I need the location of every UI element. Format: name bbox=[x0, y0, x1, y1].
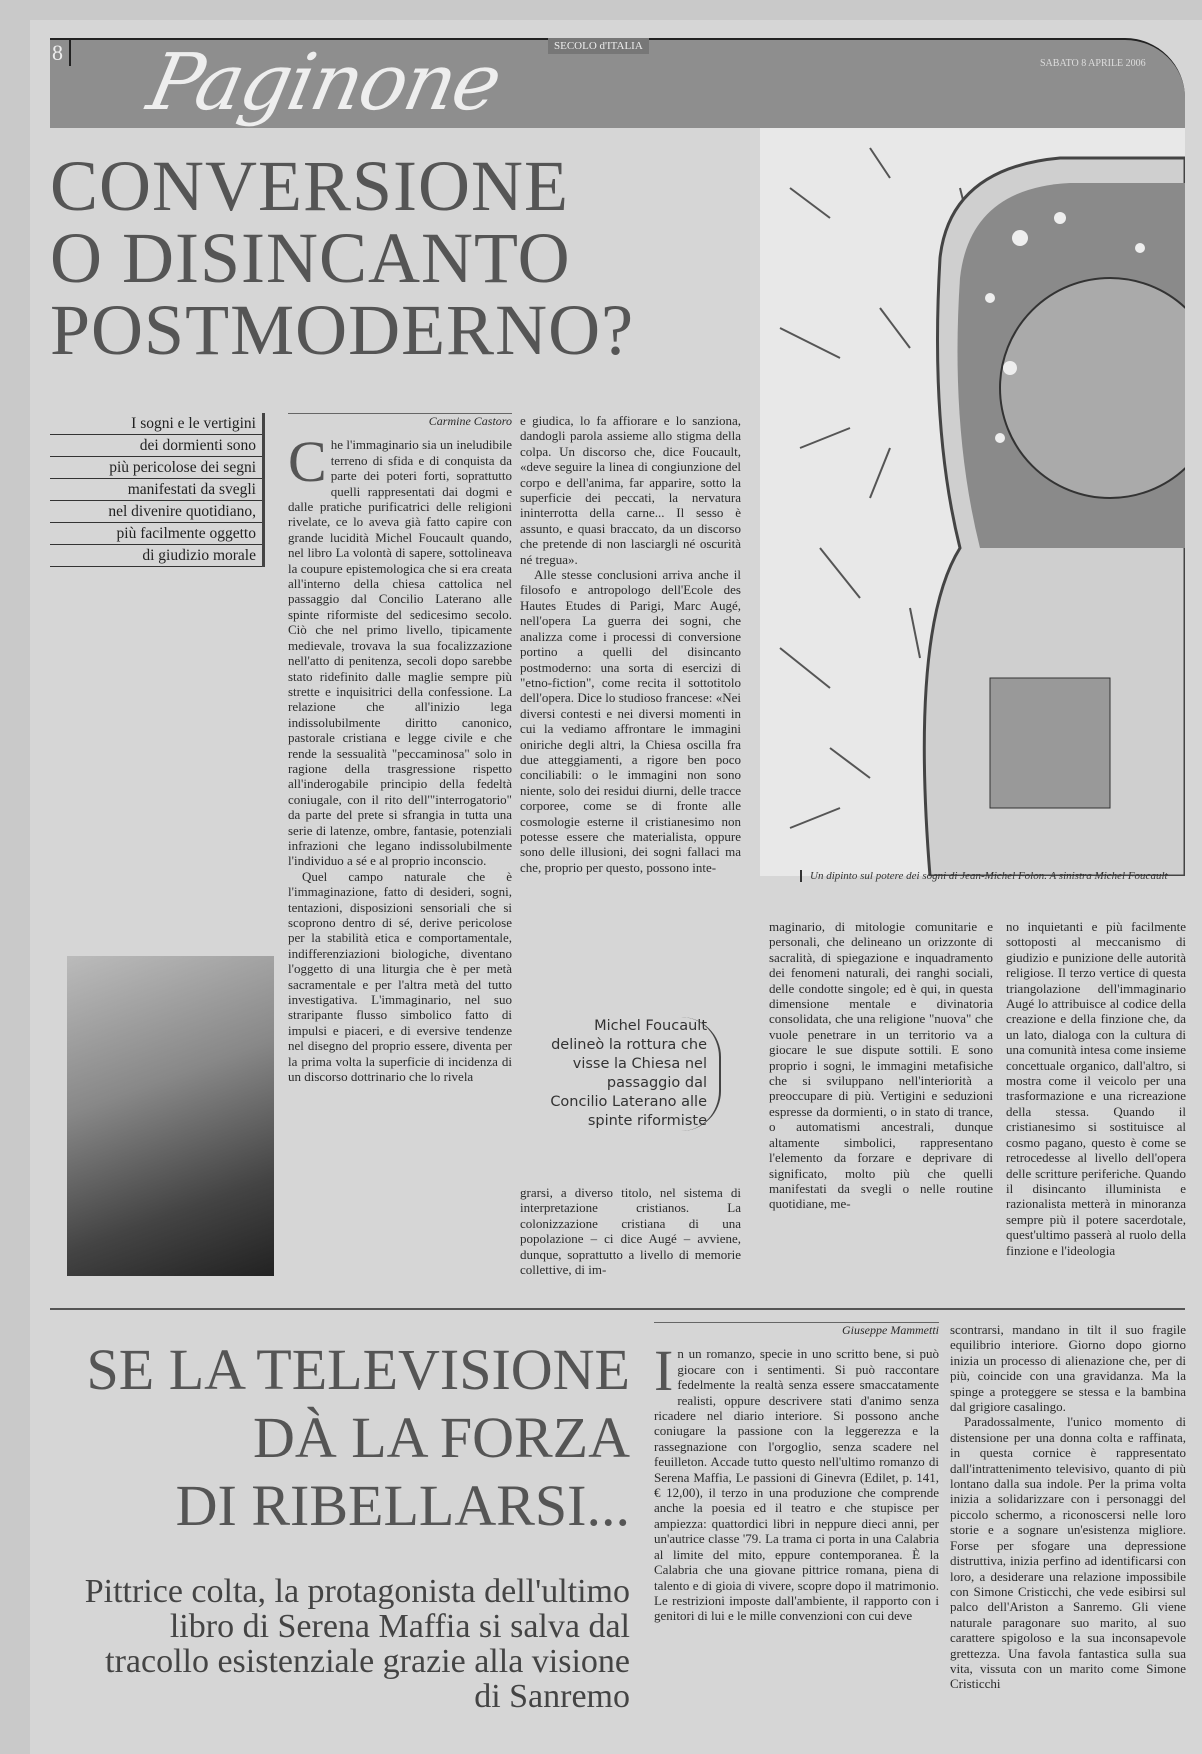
headline-line: DÀ LA FORZA bbox=[252, 1405, 630, 1470]
issue-date: SABATO 8 APRILE 2006 bbox=[1040, 58, 1146, 69]
paragraph bbox=[654, 1338, 939, 1624]
paragraph: Paradossalmente, l'unico momento di distensione per una donna colta e raffinata, in questa cornice è rappresentato dall'intrattenimento televisivo, quanto di più lontano dalla sua indole. Per la prima volta inizia a solidarizzare con i personaggi del piccolo schermo, a riconoscersi nelle loro storie e a sognare un'esistenza migliore. Forse per sfogare una depressione distruttiva, inizia perfino ad identificarsi con loro, a desiderare una relazione impossibile con Simone Cristicchi, che vede esibirsi sul palco dell'Ariston a Sanremo. Gli viene naturale paragonare suo marito, al suo carattere spigoloso e la sua inconsapevole grettezza. Una favola fantastica sulla sua vita, vissuta con un marito come Simone Cristicchi bbox=[950, 1414, 1186, 1692]
deck-line: più pericolose dei segni bbox=[50, 457, 262, 479]
byline: Carmine Castoro bbox=[288, 413, 512, 429]
page-number: 8 bbox=[52, 40, 71, 66]
paragraph: maginario, di mitologie comunitarie e personali, che delineano un orizzonte di sacralità, di spiegazione e inquadramento dei fenomeni naturali, dei ranghi sociali, delle condotte singole; ed è qui, in questa dimensione mentale e divinatoria consolidata, che una religione "nuova" che vuole penetrare in un territorio va a giocare le sue dispute sottili. E sono proprio i sogni, le immagini metafisiche che si sviluppano nell'interiorità a preoccupare di più. Vertigini e seduzioni espresse da dormienti, o in stato di trance, o automatismi ancestrali, dunque altamente simbolici, rappresentano l'elemento da forzare e deprivare di significato, molto più che quelli manifestati da svegli o nelle routine quotidiane, me- bbox=[769, 919, 993, 1212]
headline-line: POSTMODERNO? bbox=[50, 290, 635, 370]
deck-line: dei dormienti sono bbox=[50, 435, 262, 457]
paragraph: e giudica, lo fa affiorare e lo sanziona, dandogli parola assieme allo stigma della colpa. Un discorso che, dice Foucault, «deve seguire la linea di congiunzione del corpo e dell'anima, far apparire, sotto la superficie dei peccati, la nervatura ininterrotta della carne... Il sesso è assunto, e quasi braccato, da un discorso che pretende di non lasciargli né oscurità né tregua». bbox=[520, 413, 741, 567]
section-title: Paginone bbox=[140, 38, 508, 128]
folon-painting-illustration bbox=[760, 128, 1185, 876]
paragraph: grarsi, a diverso titolo, nel sistema di interpretazione cristianos. La colonizzazione cristiana di una popolazione – ci dice Augé – avviene, dunque, soprattutto a livello di memorie collettive, di im- bbox=[520, 1185, 741, 1278]
article-divider bbox=[50, 1308, 1185, 1310]
deck-line: I sogni e le vertigini bbox=[50, 413, 262, 435]
deck-line: manifestati da svegli bbox=[50, 479, 262, 501]
paragraph-text: n un romanzo, specie in uno scritto bene, si può giocare con i sentimenti. Si può raccontare fedelmente la realtà senza essere smaccatamente realisti, oppure descrivere stati d'animo senza ricadere nel diario interiore. Si possono anche coniugare la passione con la leggerezza e la rassegnazione con l'orgoglio, senza scadere nel feuilleton. Accade tutto questo nell'ultimo romanzo di Serena Maffia, Le passioni di Ginevra (Edilet, p. 141, € 12,00), il terzo in una produzione che comprende anche la poesia ed il teatro e che stupisce per ampiezza: quattordici libri in neppure dieci anni, per un'autrice classe '79. La trama ci porta in una Calabria al limite del mito, eppure contemporanea. È la Calabria che una giovane pittrice romana, piena di talento e di gioia di vivere, scopre dopo il matrimonio. Le restrizioni imposte dall'ambiente, il rapporto con i genitori di lui e le mille convenzioni con cui deve bbox=[654, 1346, 939, 1624]
michel-foucault-photo bbox=[67, 956, 274, 1276]
paragraph: no inquietanti e più facilmente sottoposti al meccanismo di giudizio e punizione delle autorità religiose. Il terzo vertice di questa triangolazione dell'immaginario Augé lo attribuisce al codice della creazione e della finzione che, da un lato, dialoga con la cultura di una comunità intesa come insieme concettuale organico, dall'altro, si mostra come il veicolo per una trasformazione e una ricreazione della stessa. Quando il cristianesimo si sostituisce al cosmo pagano, questo è come se retrocedesse al livello dell'opera delle scritture periferiche. Quando il disincanto illuminista e razionalista metterà in minoranza sempre più il potere sacerdotale, quest'ultimo passerà al ruolo della finzione e l'ideologia bbox=[1006, 919, 1186, 1258]
second-article-subheadline: Pittrice colta, la protagonista dell'ultimo libro di Serena Maffia si salva dal tracollo esistenziale grazie alla visione di Sanremo bbox=[84, 1573, 630, 1715]
article-column-1 bbox=[288, 413, 512, 1283]
headline-line: CONVERSIONE bbox=[50, 146, 570, 226]
drop-cap: I bbox=[654, 1338, 674, 1404]
deck-line: più facilmente oggetto bbox=[50, 523, 262, 545]
article-deck bbox=[50, 413, 265, 567]
article-column-4 bbox=[1006, 919, 1186, 1281]
drop-cap: C bbox=[288, 429, 327, 495]
article-headline bbox=[50, 146, 635, 370]
pull-quote: Michel Foucault delineò la rottura che visse la Chiesa nel passaggio dal Concilio Laterano alle spinte riformiste bbox=[548, 1017, 721, 1131]
paragraph-text: he l'immaginario sia un ineludibile terreno di sfida e di conquista da parte dei poteri forti, soprattutto quelli rappresentati dai dogmi e dalle pratiche purificatrici delle religioni rivelate, ce lo aveva già fatto capire con grande lucidità Michel Foucault quando, nel libro La volontà di sapere, sottolineava la coupure epistemologica che si era creata all'interno della chiesa cattolica nel passaggio dal Concilio Laterano alle spinte riformiste del sedicesimo secolo. Ciò che nel primo livello, tipicamente medievale, trovava la sua focalizzazione nell'atto di penitenza, secoli dopo sarebbe stato ridefinito dalle maglie sempre più strette e inquisitrici della confessione. La relazione che all'inizio lega indissolubilmente diritto canonico, pastorale cristiana e legge civile e che rende la sessualità "peccaminosa" solo in ragione della trasgressione rispetto all'inderogabile principio della fedeltà coniugale, con il rito dell'"interrogatorio" da parte del prete si sfrangia in tutta una serie di latenze, ombre, fantasie, potenziali infrazioni che legano indissolubilmente l'individuo a sé e al proprio inconscio. bbox=[288, 437, 512, 869]
headline-line: DI RIBELLARSI... bbox=[175, 1473, 630, 1538]
article-column-2-continued bbox=[520, 1185, 741, 1280]
headline-line: SE LA TELEVISIONE bbox=[86, 1337, 630, 1402]
deck-line: nel divenire quotidiano, bbox=[50, 501, 262, 523]
newspaper-name: SECOLO d'ITALIA bbox=[548, 38, 649, 54]
article-column-2 bbox=[520, 413, 741, 993]
second-article-headline bbox=[55, 1336, 630, 1540]
paragraph: Quel campo naturale che è l'immaginazione, fatto di desideri, sogni, tentazioni, disposizioni sensoriali che si scoprono dentro di sé, derive pericolose per la stabilità etica e comportamentale, indifferenziazioni biologiche, diventano l'oggetto di una liturgia che è per metà sacramentale e per l'altra metà del tutto investigativa. L'immaginario, nel suo straripante flusso simbolico fatto di impulsi e piaceri, e di eversive tendenze nel disegno del proprio essere, diventa per la prima volta la superficie di incidenza di un discorso dottrinario che lo rivela bbox=[288, 868, 512, 1085]
byline: Giuseppe Mammetti bbox=[654, 1322, 939, 1338]
article-column-3 bbox=[769, 919, 993, 1281]
paragraph bbox=[288, 429, 512, 869]
paragraph: scontrarsi, mandano in tilt il suo fragile equilibrio interiore. Giorno dopo giorno inizia un processo di alienazione che, per di più, coincide con una gravidanza. Ma la spinge a proteggere se stessa e la bambina dal grigiore casalingo. bbox=[950, 1322, 1186, 1415]
deck-line: di giudizio morale bbox=[50, 545, 262, 567]
second-article-column-1 bbox=[654, 1322, 939, 1734]
second-article-column-2 bbox=[950, 1322, 1186, 1734]
paragraph: Alle stesse conclusioni arriva anche il filosofo e antropologo dell'Ecole des Hautes Etudes di Parigi, Marc Augé, nell'opera La guerra dei sogni, che analizza come i processi di conversione portino a quelli del disincanto postmoderno: una sorta di esercizi di "etno-fiction", come recita il sottotitolo dell'opera. Dice lo studioso francese: «Nei diversi contesti e nei diversi momenti in cui la vediamo affrontare le immagini oniriche degli altri, la Chiesa oscilla fra due atteggiamenti, a rigore ben poco conciliabili: o le immagini non sono niente, solo dei residui diurni, delle tracce corporee, come se di fronte alle cosmologie esterne il cristianesimo non potesse essere che materialista, oppure sono delle illusioni, dei sogni fallaci ma che, proprio per questo, possono inte- bbox=[520, 567, 741, 875]
headline-line: O DISINCANTO bbox=[50, 218, 571, 298]
image-caption: Un dipinto sul potere dei sogni di Jean-Michel Folon. A sinistra Michel Foucault bbox=[800, 870, 1168, 882]
